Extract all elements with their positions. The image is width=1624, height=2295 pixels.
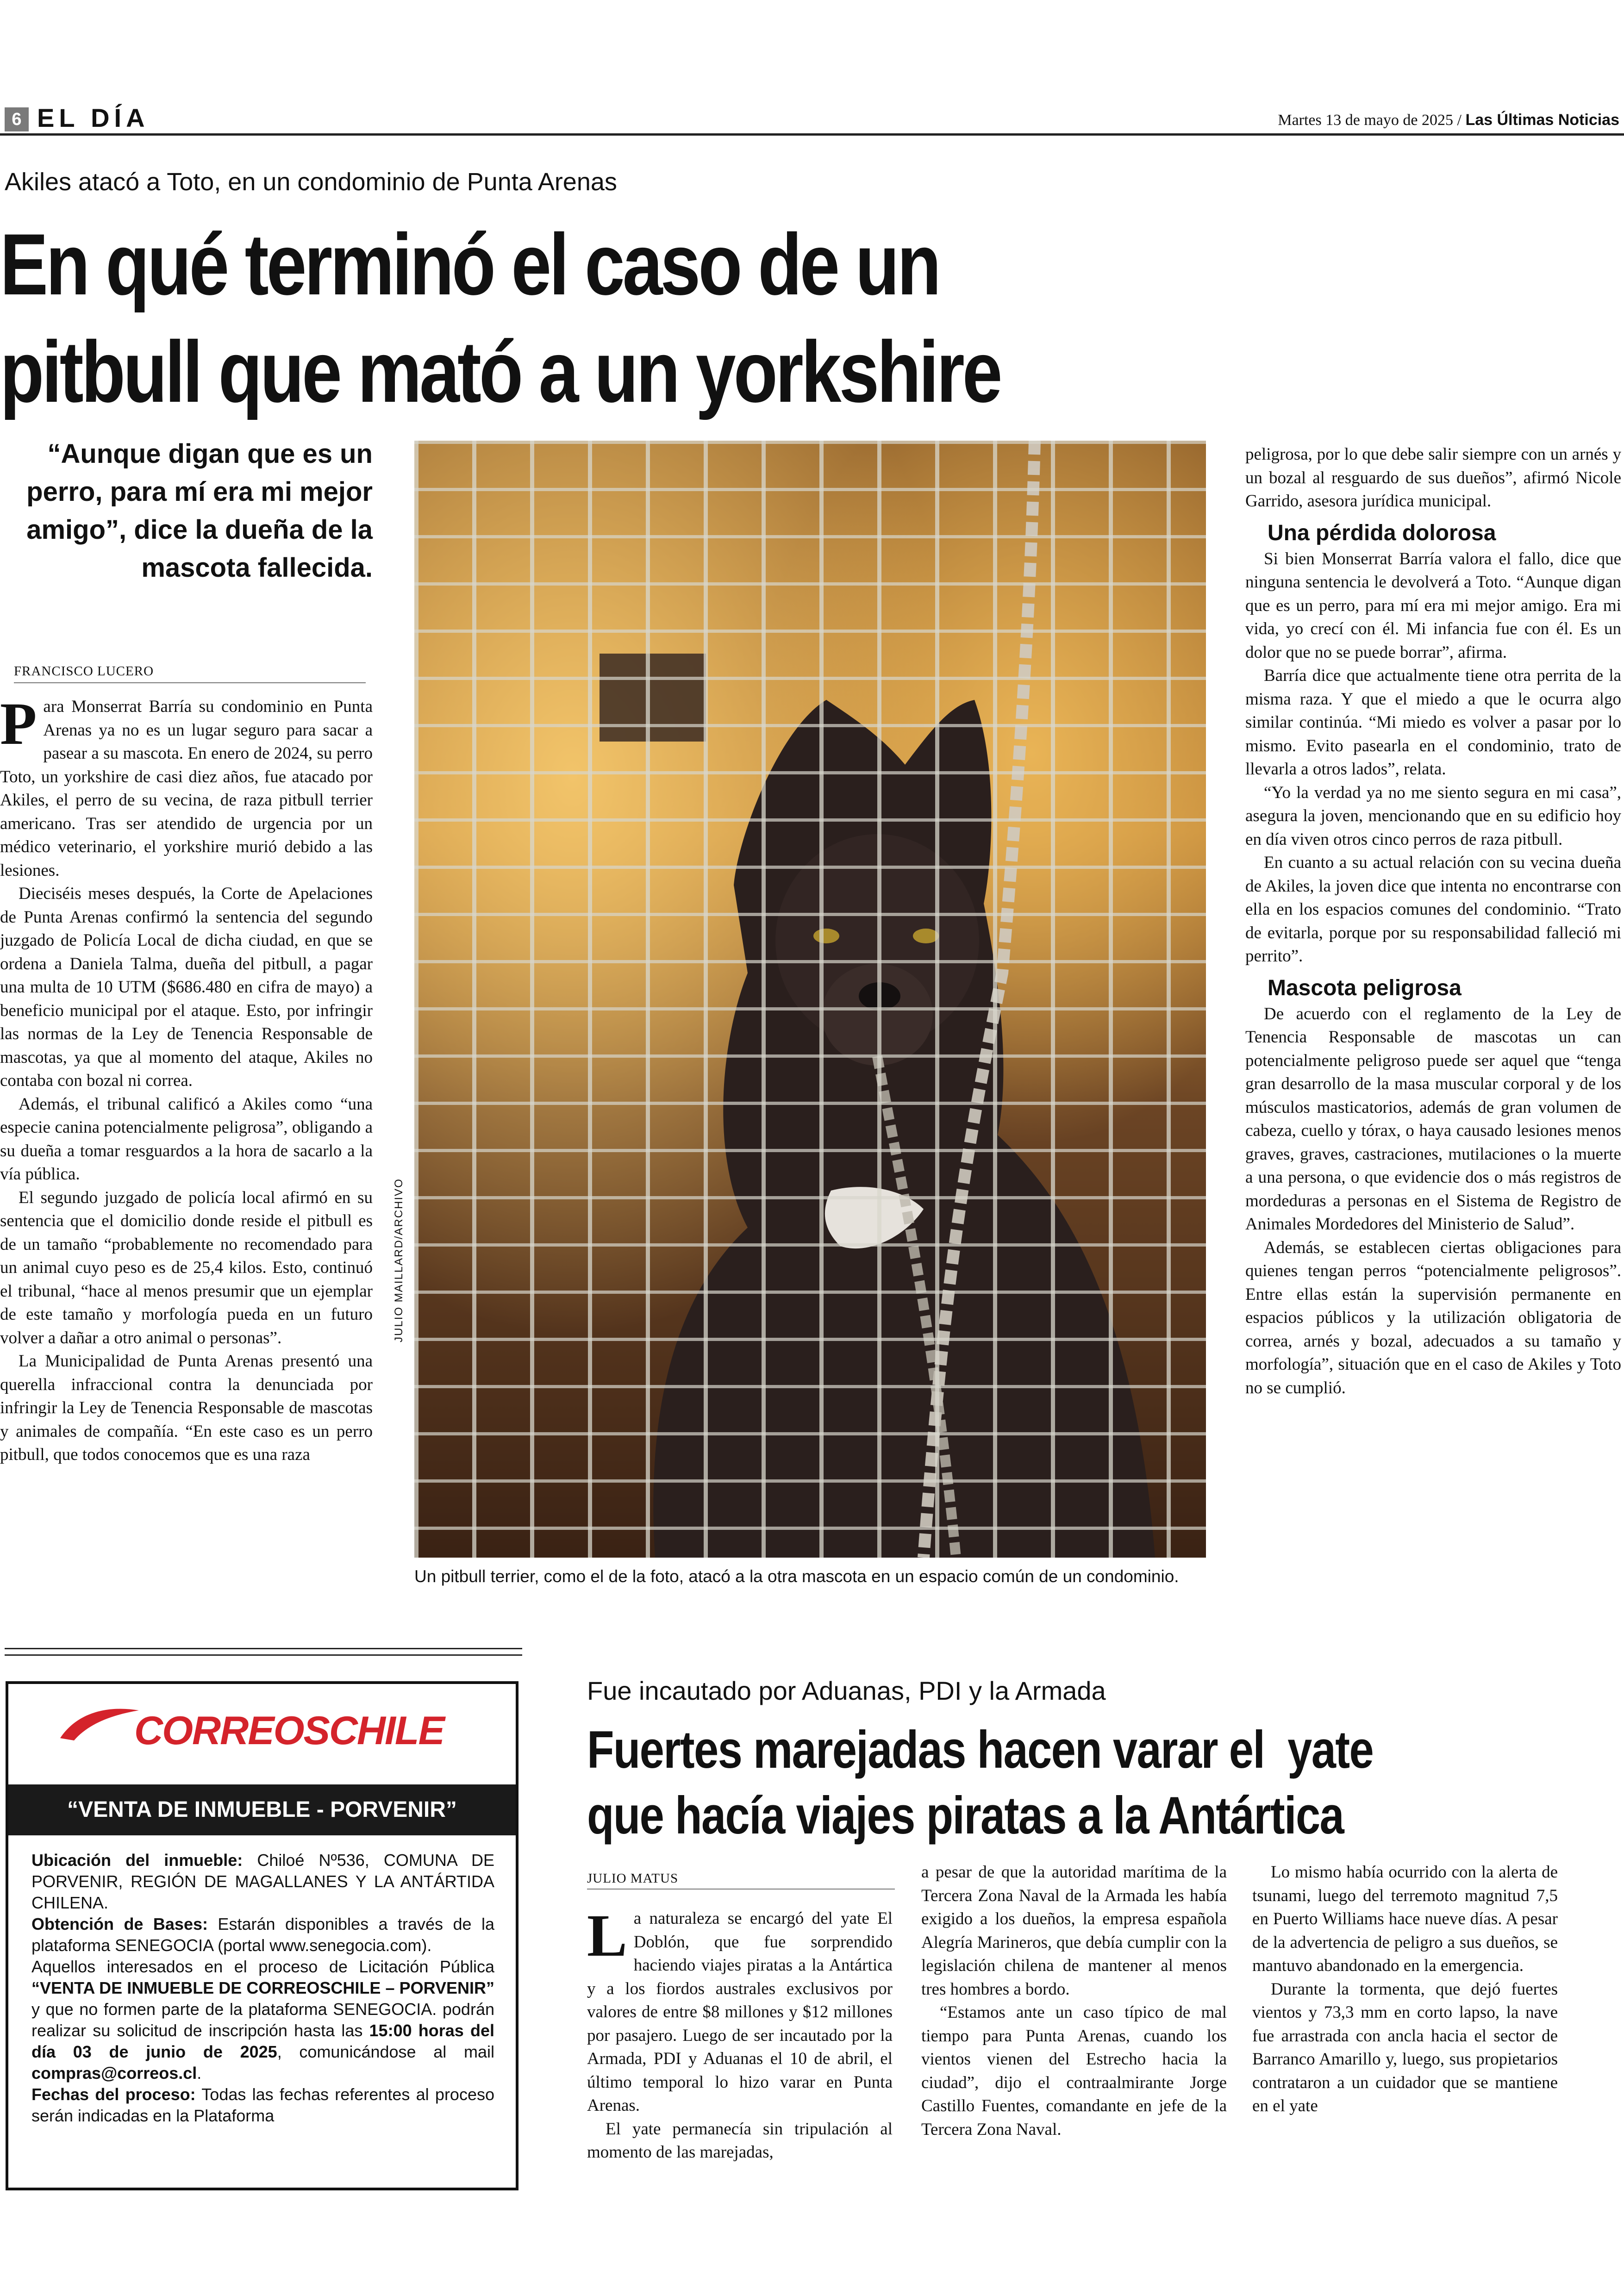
ad-text: , comunicándose al mail — [277, 2042, 494, 2061]
story1-headline — [0, 211, 1268, 425]
story2-byline: JULIO MATUS — [587, 1871, 679, 1886]
story2-paragraph — [587, 1902, 893, 2118]
story1-headline-line1: En qué terminó el caso de un — [0, 216, 939, 313]
dateline-separator: / — [1453, 112, 1466, 129]
story1-column-3 — [1245, 443, 1621, 1400]
subhead-perdida: Una pérdida dolorosa — [1268, 520, 1496, 545]
ad-deadline: 15:00 horas del día 03 de junio de 2025 — [31, 2021, 494, 2061]
story2-column-3 — [1252, 1861, 1558, 2118]
page-number: 6 — [5, 107, 29, 131]
issue-date: Martes 13 de mayo de 2025 — [1278, 112, 1453, 129]
ad-dates-label: Fechas del proceso: — [31, 2085, 196, 2104]
header-rule — [0, 133, 1624, 136]
story1-kicker: Akiles atacó a Toto, en un condominio de Punta Arenas — [5, 168, 617, 196]
story2-paragraph: El yate permanecía sin tripulación al momento de las marejadas, — [587, 2119, 893, 2162]
story2-paragraph: Durante la tormenta, que dejó fuertes vientos y 73,3 mm en corto lapso, la nave fue arrastrada con ancla hacia el sector de Barranco Amarillo y, luego, sus propietarios contrataron a un cuidador que se mantiene en el yate — [1252, 1979, 1558, 2115]
ad-text: . — [197, 2064, 202, 2083]
subhead-mascota: Mascota peligrosa — [1268, 975, 1462, 1000]
story1-paragraph: Dieciséis meses después, la Corte de Apelaciones de Punta Arenas confirmó la sentencia del segundo juzgado de Policía Local de dicha ciudad, en que se ordena a Daniela Talma, dueña del pitbull, a pagar una multa de 10 UTM ($686.480 en cifra de mayo) a beneficio municipal por el ataque. Esto, por infringir las normas de la Ley de Tenencia Responsable de mascotas, ya que al momento del ataque, Akiles no contaba con bozal ni correa. — [0, 884, 373, 1090]
ad-rule-top — [5, 1648, 522, 1649]
story1-paragraph: Además, el tribunal calificó a Akiles como “una especie canina potencialmente peligrosa”, obligando a su dueña a tomar resguardos a la hora de sacarlo a la vía pública. — [0, 1094, 373, 1184]
story1-paragraph: Barría dice que actualmente tiene otra perrita de la misma raza. Y que el miedo a que le ocurra algo similar continúa. “Mi miedo es volver a pasar por lo mismo. Evito pasearla en el condominio, trato de llevarla a otros lados”, relata. — [1245, 666, 1621, 779]
drop-cap: L — [587, 1902, 627, 1969]
ad-registration — [31, 1956, 494, 2084]
ad-location-label: Ubicación del inmueble: — [31, 1851, 243, 1870]
story1-paragraph — [0, 691, 373, 882]
ad-rule-top-2 — [5, 1654, 522, 1656]
story2-headline — [587, 1717, 1598, 1849]
pitbull-photo — [414, 441, 1206, 1558]
story2-headline-line1: Fuertes marejadas hacen varar el yate — [587, 1721, 1374, 1779]
correos-wing-icon — [60, 1706, 139, 1745]
ad-bases-label: Obtención de Bases: — [31, 1915, 208, 1933]
story1-paragraph: peligrosa, por lo que debe salir siempre con un arnés y un bozal al resguardo de sus dueños”, afirmó Nicole Garrido, asesora jurídica municipal. — [1245, 445, 1621, 511]
ad-bases-text: Estarán disponibles a través de la plataforma SENEGOCIA (portal www.senegocia.com). — [31, 1915, 494, 1955]
pitbull-behind-cage-image — [414, 441, 1206, 1558]
story1-paragraph: “Yo la verdad ya no me siento segura en mi casa”, asegura la joven, mencionando que en su edificio hoy en día viven otros cinco perros de raza pitbull. — [1245, 783, 1621, 849]
story2-headline-line2: que hacía viajes piratas a la Antártica — [587, 1786, 1344, 1845]
story2-column-1 — [587, 1902, 893, 2164]
dateline — [1278, 111, 1619, 129]
story1-paragraph: De acuerdo con el reglamento de la Ley de Tenencia Responsable de mascotas un can potencialmente peligroso puede ser aquel que “tenga gran desarrollo de la masa muscular corporal y de los músculos masticatorios, además de gran volumen de cabeza, cuello y tórax, o haya causado lesiones menos graves, graves, castraciones, mutilaciones o la muerte a una persona, o que evidencie dos o más registros de mordeduras a personas en el Sistema de Registro de Animales Mordedores del Ministerio de Salud”. — [1245, 1004, 1621, 1234]
ad-dates-text: Todas las fechas referentes al proceso serán indicadas en la Plataforma — [31, 2085, 494, 2125]
story1-paragraph: En cuanto a su actual relación con su vecina dueña de Akiles, la joven dice que intenta no encontrarse con ella en los espacios comunes del condominio. “Trato de evitarla, porque por su responsabilidad falleció mi perrito”. — [1245, 853, 1621, 966]
ad-bases — [31, 1914, 494, 1956]
story1-column-1 — [0, 691, 373, 1467]
story1-headline-line2: pitbull que mató a un yorkshire — [0, 323, 1000, 420]
ad-body — [31, 1850, 494, 2127]
byline-rule — [587, 1889, 895, 1890]
photo-credit: JULIO MAILLARD/ARCHIVO — [393, 1178, 405, 1342]
story1-paragraph: La Municipalidad de Punta Arenas presentó una querella infraccional contra la denunciada por infringir la Ley de Tenencia Responsable de mascotas y animales de compañía. “En este caso es un perro pitbull, que todos conocemos que es una raza — [0, 1352, 373, 1464]
byline-rule — [14, 682, 366, 683]
newspaper-name: Las Últimas Noticias — [1465, 111, 1619, 129]
section-title: EL DÍA — [37, 103, 150, 132]
pull-quote: “Aunque digan que es un perro, para mí era mi mejor amigo”, dice la dueña de la mascota fallecida. — [26, 439, 373, 583]
story1-paragraph: Además, se establecen ciertas obligaciones para quienes tengan perros “potencialmente peligrosos”. Entre ellas están la supervisión permanente en espacios públicos y la utilización obligatoria de correa, arnés y bozal, adecuados a su tamaño y morfología”, situación que en el caso de Akiles y Toto no se cumplió. — [1245, 1238, 1621, 1397]
story2-column-2 — [921, 1861, 1227, 2141]
ad-email: compras@correos.cl — [31, 2064, 197, 2083]
ad-tender-name: “VENTA DE INMUEBLE DE CORREOSCHILE – PORVENIR” — [31, 1978, 494, 1997]
drop-cap: P — [0, 691, 37, 757]
story2-paragraph: a pesar de que la autoridad marítima de la Tercera Zona Naval de la Armada les había exigido a los dueños, la empresa española Alegría Marineros, que debía cumplir con la legislación chilena de mantener al menos tres hombres a bordo. — [921, 1863, 1227, 1999]
story1-paragraph-text: ara Monserrat Barría su condominio en Punta Arenas ya no es un lugar seguro para sacar a pasear a su mascota. En enero de 2024, su perro Toto, un yorkshire de casi diez años, fue atacado por Akiles, el perro de su vecina, de raza pitbull terrier americano. Tras ser atendido de urgencia por un médico veterinario, el yorkshire murió debido a las lesiones. — [0, 697, 373, 880]
story2-paragraph: Lo mismo había ocurrido con la alerta de tsunami, luego del terremoto magnitud 7,5 en Puerto Williams hace nueve días. A pesar de la advertencia de peligro a sus dueños, se mantuvo abandonado en la emergencia. — [1252, 1863, 1558, 1975]
story2-paragraph: “Estamos ante un caso típico de mal tiempo para Punta Arenas, cuando los vientos vienen del Estrecho hacia la ciudad”, dijo el contraalmirante Jorge Castillo Fuentes, comandante en jefe de la Tercera Zona Naval. — [921, 2003, 1227, 2139]
ad-text: y que no formen parte de la plataforma SENEGOCIA. podrán realizar su solicitud de inscripción hasta las — [31, 2000, 494, 2040]
story1-paragraph: Si bien Monserrat Barría valora el fallo, dice que ninguna sentencia le devolverá a Toto. “Aunque digan que es un perro, para mí era mi mejor amigo. Era mi vida, yo crecí con él. Mi infancia fue con él. Es un dolor que no se puede borrar”, afirma. — [1245, 549, 1621, 662]
story2-kicker: Fue incautado por Aduanas, PDI y la Armada — [587, 1676, 1106, 1705]
ad-text: Aquellos interesados en el proceso de Licitación Pública — [31, 1957, 494, 1976]
story2-paragraph-text: a naturaleza se encargó del yate El Doblón, que fue sorprendido haciendo viajes piratas a la Antártica y a los fiordos australes exclusivos por valores de entre $8 millones y $12 millones por pasajero. Luego de ser incautado por la Armada, PDI y Aduanas el 10 de abril, el último temporal lo hizo varar en Punta Arenas. — [587, 1909, 893, 2115]
photo-caption: Un pitbull terrier, como el de la foto, atacó a la otra mascota en un espacio común de un condominio. — [414, 1567, 1179, 1586]
ad-location — [31, 1850, 494, 1914]
correos-logo: CORREOSCHILE — [134, 1709, 444, 1753]
ad-dates — [31, 2084, 494, 2127]
ad-title-bar: “VENTA DE INMUEBLE - PORVENIR” — [8, 1784, 516, 1835]
story1-paragraph: El segundo juzgado de policía local afirmó en su sentencia que el domicilio donde reside el pitbull es de un tamaño “probablemente no recomendado para un animal cuyo peso es de 25,4 kilos. Esto, continuó el tribunal, “hace al menos presumir que un ejemplar de este tamaño y morfología pueda en un futuro volver a dañar a otro animal o personas”. — [0, 1188, 373, 1347]
story1-byline: FRANCISCO LUCERO — [14, 664, 154, 679]
ad-location-text: Chiloé Nº536, COMUNA DE PORVENIR, REGIÓN DE MAGALLANES Y LA ANTÁRTIDA CHILENA. — [31, 1851, 494, 1912]
